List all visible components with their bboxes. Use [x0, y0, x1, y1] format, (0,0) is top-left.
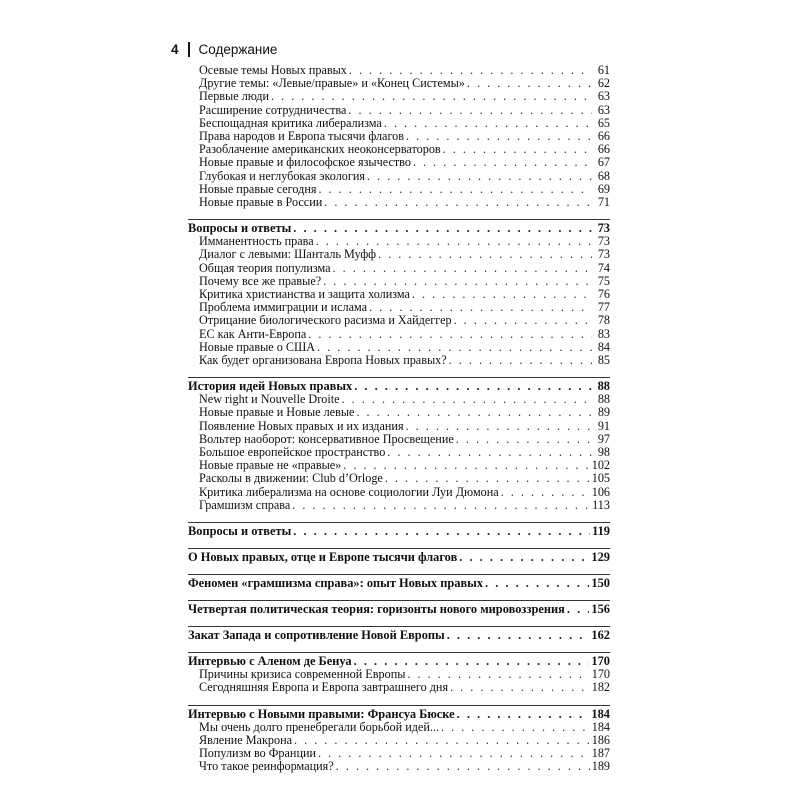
dot-leader [354, 654, 590, 668]
dot-leader [348, 104, 592, 117]
toc-section-title-text: Интервью с Аленом де Бенуа [188, 654, 352, 669]
toc-entry-text: Новые правые и Новые левые [199, 405, 355, 420]
toc-entry-text: Грамшизм справа [199, 497, 291, 512]
toc-entry-page: 170 [591, 667, 610, 682]
toc-entry-text: Расколы в движении: Club d’Orloge [199, 471, 383, 486]
toc-entry-text: Новые правые в России [199, 195, 323, 210]
toc-entry-text: Появление Новых правых и их издания [199, 418, 404, 433]
dot-leader [413, 156, 592, 169]
toc-entry-page: 77 [597, 300, 610, 315]
toc-entry-text: Первые люди [199, 89, 269, 104]
toc-section [188, 548, 610, 564]
toc-entry-page: 78 [597, 313, 610, 328]
toc-section-title[interactable] [188, 705, 610, 721]
toc-section-title[interactable] [188, 219, 610, 235]
dot-leader [293, 524, 590, 538]
toc-section-title-page: 150 [591, 576, 610, 591]
dot-leader [271, 90, 592, 103]
toc-entry-page: 85 [597, 353, 610, 368]
toc-entry-text: Сегодняшняя Европа и Европа завтрашнего дня [199, 680, 449, 695]
toc-entry-text: Глубокая и неглубокая экология [199, 168, 365, 183]
toc-entry[interactable] [188, 104, 610, 117]
dot-leader [292, 499, 590, 512]
toc-entry-text: Мы очень долго пренебрегали борьбой идей... [199, 719, 440, 734]
toc-entry-text: Новые правые не «правые» [199, 458, 342, 473]
toc-section [188, 64, 610, 209]
toc-entry-text: Общая теория популизма [199, 260, 331, 275]
toc-entry[interactable] [188, 196, 610, 209]
toc-section-title-text: Закат Запада и сопротивление Новой Европы [188, 628, 445, 643]
toc-entry-page: 105 [591, 471, 610, 486]
toc-entry-page: 186 [591, 732, 610, 747]
toc-section-title-text: Интервью с Новыми правыми: Франсуа Бюске [188, 706, 455, 721]
toc-entry[interactable] [188, 406, 610, 419]
toc-section-title[interactable] [188, 522, 610, 538]
dot-leader [457, 707, 590, 721]
dot-leader [293, 221, 592, 235]
toc-entry-page: 184 [591, 719, 610, 734]
toc-entry-text: Разоблачение американских неоконсерваторов [199, 142, 441, 157]
toc-entry[interactable] [188, 721, 610, 734]
toc-entry[interactable] [188, 472, 610, 485]
toc-entry[interactable] [188, 486, 610, 499]
toc-section-title-page: 119 [592, 524, 610, 539]
toc-entry-page: 66 [597, 142, 610, 157]
toc-entry-text: Что такое реинформация? [199, 759, 334, 774]
toc-entry-text: Критика либерализма на основе социологии Луи Дюмона [199, 484, 499, 499]
toc-section [188, 377, 610, 512]
toc-section-title[interactable] [188, 574, 610, 590]
toc-entry-page: 182 [591, 680, 610, 695]
dot-leader [354, 379, 592, 393]
dot-leader [456, 433, 592, 446]
toc-entry[interactable] [188, 170, 610, 183]
toc-entry-page: 102 [591, 458, 610, 473]
toc-section-title-text: Феномен «грамшизма справа»: опыт Новых правых [188, 576, 484, 591]
dot-leader [324, 196, 592, 209]
toc-section-title-text: История идей Новых правых [188, 379, 353, 394]
toc-section [188, 600, 610, 616]
toc-section [188, 574, 610, 590]
toc-entry-page: 89 [597, 405, 610, 420]
toc-entry-text: Популизм во Франции [199, 745, 317, 760]
dot-leader [447, 628, 590, 642]
toc-entry[interactable] [188, 262, 610, 275]
toc-entry-text: Осевые темы Новых правых [199, 63, 347, 77]
toc-section-title[interactable] [188, 548, 610, 564]
toc-entry-page: 84 [597, 339, 610, 354]
toc-entry-page: 74 [597, 260, 610, 275]
toc-section-title-page: 88 [597, 379, 610, 394]
toc-section-title-text: Вопросы и ответы [188, 221, 292, 236]
toc-section-title-page: 129 [591, 550, 610, 565]
toc-section-title[interactable] [188, 600, 610, 616]
toc-entry-page: 63 [597, 89, 610, 104]
page-title: Содержание [198, 42, 278, 57]
dot-leader [318, 183, 592, 196]
toc-entry[interactable] [188, 760, 610, 773]
toc-entry[interactable] [188, 734, 610, 747]
toc-entry-text: Новые правые и философское язычество [199, 155, 411, 170]
toc-section-title-page: 162 [591, 628, 610, 643]
toc-entry-page: 88 [597, 392, 610, 407]
toc-entry-page: 66 [597, 129, 610, 144]
toc-entry-page: 68 [597, 168, 610, 183]
toc-entry-page: 71 [597, 195, 610, 210]
dot-leader [443, 143, 592, 156]
toc-section-title-page: 156 [591, 602, 610, 617]
toc-entry-page: 75 [597, 273, 610, 288]
toc-section-title[interactable] [188, 652, 610, 668]
dot-leader [336, 760, 590, 773]
toc-entry[interactable] [188, 314, 610, 327]
toc-section [188, 219, 610, 367]
dot-leader [467, 77, 592, 90]
dot-leader [406, 420, 592, 433]
toc-entry-page: 106 [591, 484, 610, 499]
toc-entry-text: Большое европейское пространство [199, 445, 386, 460]
dot-leader [441, 721, 590, 734]
dot-leader [308, 328, 592, 341]
toc-entry-text: Критика христианства и защита холизма [199, 287, 410, 302]
dot-leader [294, 734, 590, 747]
table-of-contents [188, 64, 610, 773]
toc-section [188, 705, 610, 774]
toc-entry-text: Права народов и Европа тысячи флагов [199, 129, 405, 144]
toc-entry-text: Имманентность права [199, 234, 314, 249]
dot-leader [387, 446, 592, 459]
toc-entry-page: 69 [597, 181, 610, 196]
toc-entry-page: 91 [597, 418, 610, 433]
dot-leader [485, 576, 589, 590]
toc-section-title-text: Вопросы и ответы [188, 524, 292, 539]
toc-entry-page: 98 [597, 445, 610, 460]
toc-entry[interactable] [188, 90, 610, 103]
dot-leader [367, 170, 592, 183]
dot-leader [449, 354, 592, 367]
toc-entry-text: Диалог с левыми: Шанталь Муфф [199, 247, 377, 262]
toc-entry[interactable] [188, 248, 610, 261]
toc-section-title-page: 184 [591, 706, 610, 721]
dot-leader [454, 314, 592, 327]
toc-entry[interactable] [188, 681, 610, 694]
dot-leader [501, 486, 590, 499]
toc-entry-page: 187 [591, 745, 610, 760]
toc-entry-page: 67 [597, 155, 610, 170]
toc-section [188, 626, 610, 642]
dot-leader [385, 472, 590, 485]
dot-leader [378, 248, 592, 261]
toc-section [188, 652, 610, 694]
dot-leader [412, 288, 592, 301]
dot-leader [342, 393, 592, 406]
dot-leader [384, 117, 592, 130]
toc-section-title[interactable] [188, 626, 610, 642]
toc-section-title[interactable] [188, 377, 610, 393]
header-divider [188, 42, 190, 57]
toc-entry-text: Причины кризиса современной Европы [199, 667, 406, 682]
toc-section-title-text: О Новых правых, отце и Европе тысячи флагов [188, 550, 458, 565]
toc-entry-page: 83 [597, 326, 610, 341]
toc-entry-page: 189 [591, 759, 610, 774]
toc-section-title-text: Четвертая политическая теория: горизонты нового мировоззрения [188, 602, 565, 617]
toc-section [188, 522, 610, 538]
toc-entry-page: 65 [597, 115, 610, 130]
toc-entry-page: 61 [597, 63, 610, 77]
toc-entry-text: Новые правые сегодня [199, 181, 317, 196]
toc-entry-text: Другие темы: «Левые/правые» и «Конец Системы» [199, 76, 465, 91]
dot-leader [459, 550, 589, 564]
dot-leader [567, 602, 590, 616]
toc-entry[interactable] [188, 420, 610, 433]
toc-entry-page: 73 [597, 234, 610, 249]
toc-entry-page: 97 [597, 431, 610, 446]
toc-entry-text: Отрицание биологического расизма и Хайдеггер [199, 313, 452, 328]
toc-entry-text: Как будет организована Европа Новых правых? [199, 353, 447, 368]
toc-entry-text: Беспощадная критика либерализма [199, 115, 382, 130]
toc-section-title-page: 73 [597, 221, 610, 236]
toc-entry-text: Почему все же правые? [199, 273, 322, 288]
toc-entry[interactable] [188, 354, 610, 367]
toc-entry-page: 63 [597, 102, 610, 117]
toc-entry-text: Явление Макрона [199, 732, 293, 747]
toc-entry-page: 73 [597, 247, 610, 262]
toc-entry-text: Вольтер наоборот: консервативное Просвещение [199, 431, 454, 446]
toc-entry-text: Расширение сотрудничества [199, 102, 347, 117]
toc-entry-page: 62 [597, 76, 610, 91]
page-number: 4 [171, 42, 179, 57]
dot-leader [450, 681, 590, 694]
toc-entry[interactable] [188, 499, 610, 512]
toc-entry[interactable] [188, 156, 610, 169]
toc-entry-page: 113 [592, 497, 610, 512]
toc-entry-text: New right и Nouvelle Droite [199, 392, 340, 407]
toc-entry[interactable] [188, 328, 610, 341]
running-head [171, 42, 277, 57]
toc-entry-text: Новые правые о США [199, 339, 316, 354]
dot-leader [318, 747, 590, 760]
toc-entry-text: Проблема иммиграции и ислама [199, 300, 368, 315]
toc-entry-text: ЕС как Анти-Европа [199, 326, 307, 341]
toc-section-title-page: 170 [591, 654, 610, 669]
dot-leader [356, 406, 592, 419]
toc-entry-page: 76 [597, 287, 610, 302]
dot-leader [333, 262, 592, 275]
